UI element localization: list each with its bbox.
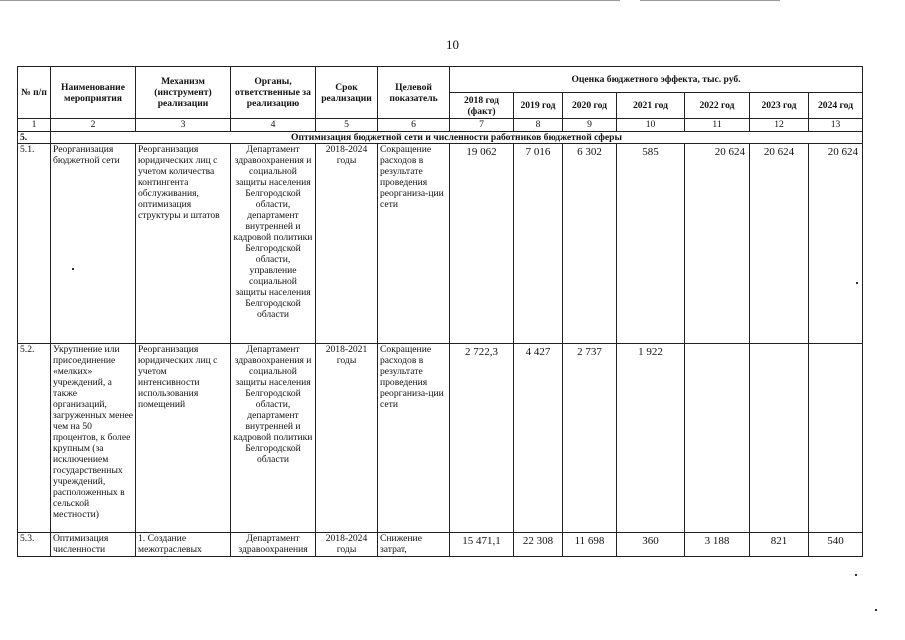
value-2024: 540 (809, 533, 863, 557)
value-2021: 1 922 (617, 344, 685, 533)
row-name: Оптимизация численности (51, 533, 136, 557)
header-year: 2023 год (750, 93, 809, 119)
value-2018: 19 062 (450, 144, 514, 344)
column-number: 4 (231, 119, 316, 132)
header-year: 2024 год (809, 93, 863, 119)
row-target: Сокращение расходов в результате проведения реорганиза-ции сети (378, 144, 450, 344)
value-2021: 360 (617, 533, 685, 557)
header-year: 2019 год (514, 93, 563, 119)
column-number: 10 (617, 119, 685, 132)
column-number: 2 (51, 119, 136, 132)
column-number: 11 (685, 119, 750, 132)
header-year: 2018 год (факт) (450, 93, 514, 119)
header-mechanism: Механизм (инструмент) реализации (136, 67, 231, 119)
scan-speck (856, 282, 858, 284)
value-2022: 3 188 (685, 533, 750, 557)
value-2024 (809, 344, 863, 533)
row-term: 2018-2021 годы (316, 344, 378, 533)
row-bodies: Департамент здравоохранения и социальной защиты населения Белгородской области, департамент внутренней и кадровой политики Белгородской области, управление социальной защиты населения Белгородской области (231, 144, 316, 344)
header-year: 2022 год (685, 93, 750, 119)
column-number: 7 (450, 119, 514, 132)
row-bodies: Департамент здравоохранения (231, 533, 316, 557)
budget-effect-table (17, 66, 863, 557)
row-bodies: Департамент здравоохранения и социальной защиты населения Белгородской области, департамент внутренней и кадровой политики Белгородской области (231, 344, 316, 533)
page-number: 10 (446, 37, 459, 52)
value-2019: 22 308 (514, 533, 563, 557)
column-number-row (18, 119, 863, 132)
row-number: 5.3. (18, 533, 51, 557)
column-number: 6 (378, 119, 450, 132)
value-2019: 7 016 (514, 144, 563, 344)
scan-speck (72, 268, 74, 270)
row-term: 2018-2024 годы (316, 533, 378, 557)
page-top-edge (0, 0, 620, 1)
header-bodies: Органы, ответственные за реализацию (231, 67, 316, 119)
column-number: 1 (18, 119, 51, 132)
row-name: Укрупнение или присоединение «мелких» учреждений, а также организаций, загруженных менее чем на 50 процентов, к более крупным (за исключением государственных учреждений, расположенных в сельской местности) (51, 344, 136, 533)
row-mechanism: Реорганизация юридических лиц с учетом интенсивности использования помещений (136, 344, 231, 533)
scan-speck (875, 609, 877, 611)
value-2022: 20 624 (685, 144, 750, 344)
header-year: 2021 год (617, 93, 685, 119)
value-2023: 20 624 (750, 144, 809, 344)
header-effect: Оценка бюджетного эффекта, тыс. руб. (450, 67, 863, 93)
column-number: 13 (809, 119, 863, 132)
row-target: Снижение затрат, (378, 533, 450, 557)
section-number: 5. (18, 132, 51, 144)
value-2022 (685, 344, 750, 533)
value-2020: 2 737 (563, 344, 617, 533)
value-2020: 11 698 (563, 533, 617, 557)
value-2020: 6 302 (563, 144, 617, 344)
value-2021: 585 (617, 144, 685, 344)
column-number: 12 (750, 119, 809, 132)
row-target: Сокращение расходов в результате проведения реорганиза-ции сети (378, 344, 450, 533)
value-2023 (750, 344, 809, 533)
row-number: 5.1. (18, 144, 51, 344)
header-year: 2020 год (563, 93, 617, 119)
column-number: 8 (514, 119, 563, 132)
header-term: Срок реализации (316, 67, 378, 119)
row-name: Реорганизация бюджетной сети (51, 144, 136, 344)
value-2023: 821 (750, 533, 809, 557)
row-mechanism: 1. Создание межотраслевых (136, 533, 231, 557)
row-number: 5.2. (18, 344, 51, 533)
column-number: 3 (136, 119, 231, 132)
value-2024: 20 624 (809, 144, 863, 344)
table-row (18, 344, 863, 533)
table-row (18, 533, 863, 557)
row-mechanism: Реорганизация юридических лиц с учетом количества контингента обслуживания, оптимизация структуры и штатов (136, 144, 231, 344)
section-row (18, 132, 863, 144)
row-term: 2018-2024 годы (316, 144, 378, 344)
value-2018: 2 722,3 (450, 344, 514, 533)
header-name: Наименование мероприятия (51, 67, 136, 119)
column-number: 5 (316, 119, 378, 132)
section-title: Оптимизация бюджетной сети и численности работников бюджетной сферы (51, 132, 863, 144)
table-row (18, 144, 863, 344)
value-2018: 15 471,1 (450, 533, 514, 557)
page-top-edge-right (640, 0, 780, 1)
header-target: Целевой показатель (378, 67, 450, 119)
column-number: 9 (563, 119, 617, 132)
header-num: № п/п (18, 67, 51, 119)
value-2019: 4 427 (514, 344, 563, 533)
scan-speck (855, 574, 857, 576)
